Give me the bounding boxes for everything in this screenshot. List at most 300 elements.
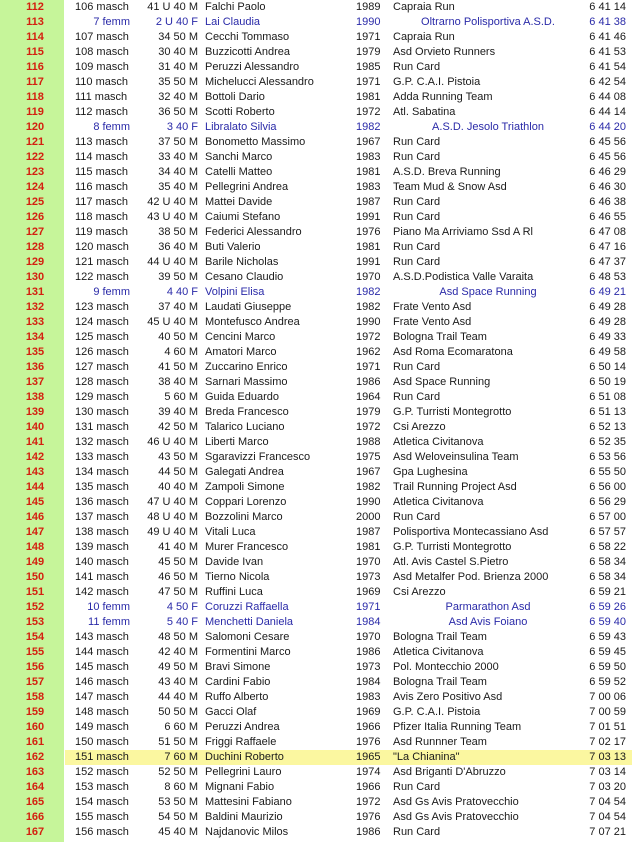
club-name: Run Card (393, 211, 441, 223)
category-position: 42 U 40 M (147, 196, 198, 208)
birth-year: 1982 (356, 121, 381, 133)
finish-time: 6 58 34 (589, 556, 626, 568)
athlete-name: Sanchi Marco (205, 151, 273, 163)
athlete-name: Coppari Lorenzo (205, 496, 287, 508)
table-row[interactable] (0, 675, 644, 690)
gender-position: 152 masch (75, 766, 129, 778)
table-row[interactable] (0, 300, 644, 315)
gender-position: 148 masch (75, 706, 129, 718)
finish-time: 6 59 45 (589, 646, 626, 658)
finish-time: 6 42 54 (589, 76, 626, 88)
club-name: A.S.D.Podistica Valle Varaita (393, 271, 534, 283)
gender-position: 142 masch (75, 586, 129, 598)
overall-position: 150 (25, 571, 45, 583)
category-position: 44 40 M (158, 691, 198, 703)
table-row[interactable] (0, 270, 644, 285)
birth-year: 1981 (356, 166, 381, 178)
category-position: 48 U 40 M (147, 511, 198, 523)
finish-time: 6 59 52 (589, 676, 626, 688)
category-position: 42 40 M (158, 646, 198, 658)
birth-year: 1970 (356, 631, 381, 643)
gender-position: 137 masch (75, 511, 129, 523)
club-name: Piano Ma Arriviamo Ssd A Rl (393, 226, 534, 238)
birth-year: 1981 (356, 241, 381, 253)
overall-position: 133 (25, 316, 45, 328)
gender-position: 118 masch (75, 211, 128, 223)
birth-year: 1979 (356, 406, 381, 418)
gender-position: 125 masch (75, 331, 129, 343)
table-row[interactable] (0, 780, 644, 795)
athlete-name: Laudati Giuseppe (205, 301, 292, 313)
category-position: 41 U 40 M (147, 1, 198, 13)
athlete-name: Bottoli Dario (205, 91, 265, 103)
club-name: Oltrarno Polisportiva A.S.D. (421, 16, 555, 28)
table-row[interactable] (0, 555, 644, 570)
overall-position: 114 (26, 31, 44, 43)
birth-year: 1971 (356, 601, 381, 613)
finish-time: 6 46 38 (589, 196, 626, 208)
category-position: 33 40 M (158, 151, 198, 163)
birth-year: 1967 (356, 136, 381, 148)
overall-position: 120 (25, 121, 45, 133)
club-name: Frate Vento Asd (393, 316, 472, 328)
athlete-name: Pellegrini Lauro (205, 766, 282, 778)
table-row[interactable] (0, 585, 644, 600)
table-row[interactable] (0, 165, 644, 180)
athlete-name: Galegati Andrea (205, 466, 284, 478)
athlete-name: Mattei Davide (205, 196, 273, 208)
birth-year: 1976 (356, 736, 381, 748)
overall-position: 162 (25, 751, 45, 763)
table-row[interactable] (0, 210, 644, 225)
athlete-name: Talarico Luciano (205, 421, 285, 433)
category-position: 37 50 M (158, 136, 198, 148)
overall-position: 134 (25, 331, 45, 343)
gender-position: 117 masch (75, 196, 128, 208)
overall-position: 147 (25, 526, 45, 538)
overall-position: 141 (25, 436, 45, 448)
athlete-name: Buzzicotti Andrea (205, 46, 290, 58)
overall-position: 124 (25, 181, 45, 193)
category-position: 31 40 M (158, 61, 198, 73)
club-name: Asd Avis Foiano (448, 616, 528, 628)
birth-year: 1966 (356, 781, 381, 793)
club-name: Bologna Trail Team (393, 331, 487, 343)
category-position: 52 50 M (158, 766, 198, 778)
table-row[interactable] (0, 405, 644, 420)
gender-position: 143 masch (75, 631, 129, 643)
category-position: 47 U 40 M (147, 496, 198, 508)
gender-position: 135 masch (75, 481, 129, 493)
athlete-name: Mignani Fabio (205, 781, 275, 793)
gender-position: 124 masch (75, 316, 129, 328)
category-position: 39 40 M (158, 406, 198, 418)
athlete-name: Montefusco Andrea (205, 316, 300, 328)
category-position: 49 U 40 M (147, 526, 198, 538)
club-name: Atl. Avis Castel S.Pietro (393, 556, 509, 568)
category-position: 42 50 M (158, 421, 198, 433)
finish-time: 7 03 20 (589, 781, 626, 793)
overall-position: 164 (25, 781, 45, 793)
category-position: 47 50 M (158, 586, 198, 598)
athlete-name: Najdanovic Milos (205, 826, 289, 838)
table-row[interactable] (0, 765, 644, 780)
birth-year: 1964 (356, 391, 381, 403)
gender-position: 151 masch (75, 751, 129, 763)
birth-year: 1976 (356, 226, 381, 238)
finish-time: 7 00 59 (589, 706, 626, 718)
athlete-name: Catelli Matteo (205, 166, 273, 178)
table-row[interactable] (0, 330, 644, 345)
birth-year: 1986 (356, 376, 381, 388)
club-name: Asd Runnner Team (393, 736, 487, 748)
club-name: Run Card (393, 151, 441, 163)
club-name: A.S.D. Jesolo Triathlon (432, 121, 544, 133)
gender-position: 156 masch (75, 826, 129, 838)
table-row[interactable] (0, 90, 644, 105)
table-row[interactable] (0, 420, 644, 435)
table-row[interactable] (0, 525, 644, 540)
gender-position: 144 masch (75, 646, 129, 658)
birth-year: 1972 (356, 331, 381, 343)
gender-position: 145 masch (75, 661, 129, 673)
club-name: Asd Gs Avis Pratovecchio (393, 796, 519, 808)
category-position: 40 40 M (158, 481, 198, 493)
category-position: 4 40 F (166, 286, 198, 298)
category-position: 3 40 F (166, 121, 198, 133)
gender-position: 131 masch (75, 421, 129, 433)
club-name: "La Chianina" (393, 751, 460, 763)
category-position: 38 40 M (158, 376, 198, 388)
gender-position: 132 masch (75, 436, 129, 448)
finish-time: 7 03 14 (589, 766, 626, 778)
table-row[interactable] (0, 465, 644, 480)
table-row[interactable] (0, 135, 644, 150)
table-row[interactable] (0, 435, 644, 450)
gender-position: 115 masch (75, 166, 128, 178)
finish-time: 6 51 13 (589, 406, 626, 418)
table-row[interactable] (0, 0, 644, 15)
table-row[interactable] (0, 45, 644, 60)
table-row[interactable] (0, 660, 644, 675)
birth-year: 1990 (356, 16, 381, 28)
overall-position: 135 (25, 346, 45, 358)
table-row[interactable] (0, 105, 644, 120)
table-row[interactable] (0, 540, 644, 555)
category-position: 7 60 M (164, 751, 198, 763)
finish-time: 6 52 35 (589, 436, 626, 448)
gender-position: 110 masch (75, 76, 128, 88)
birth-year: 1973 (356, 571, 381, 583)
table-row[interactable] (0, 390, 644, 405)
birth-year: 1974 (356, 766, 381, 778)
table-row[interactable] (0, 600, 644, 615)
gender-position: 121 masch (75, 256, 129, 268)
gender-position: 114 masch (75, 151, 128, 163)
birth-year: 1983 (356, 151, 381, 163)
birth-year: 1990 (356, 316, 381, 328)
overall-position: 129 (25, 256, 45, 268)
gender-position: 126 masch (75, 346, 129, 358)
overall-position: 117 (26, 76, 44, 88)
table-row[interactable] (0, 630, 644, 645)
club-name: Run Card (393, 61, 441, 73)
overall-position: 118 (26, 91, 44, 103)
category-position: 6 60 M (164, 721, 198, 733)
birth-year: 1982 (356, 481, 381, 493)
birth-year: 1971 (356, 31, 381, 43)
club-name: Run Card (393, 391, 441, 403)
category-position: 30 40 M (158, 46, 198, 58)
athlete-name: Cencini Marco (205, 331, 276, 343)
overall-position: 142 (25, 451, 45, 463)
overall-position: 149 (25, 556, 45, 568)
table-row[interactable] (0, 255, 644, 270)
category-position: 32 40 M (158, 91, 198, 103)
birth-year: 1989 (356, 1, 381, 13)
table-row[interactable] (0, 720, 644, 735)
table-row[interactable] (0, 495, 644, 510)
table-row[interactable] (0, 225, 644, 240)
table-row[interactable] (0, 75, 644, 90)
athlete-name: Murer Francesco (205, 541, 289, 553)
table-row[interactable] (0, 510, 644, 525)
table-row[interactable] (0, 315, 644, 330)
club-name: Frate Vento Asd (393, 301, 472, 313)
finish-time: 6 58 22 (589, 541, 626, 553)
finish-time: 6 56 00 (589, 481, 626, 493)
athlete-name: Cecchi Tommaso (205, 31, 290, 43)
finish-time: 6 45 56 (589, 151, 626, 163)
athlete-name: Gacci Olaf (205, 706, 257, 718)
table-row[interactable] (0, 795, 644, 810)
gender-position: 109 masch (75, 61, 129, 73)
table-row[interactable] (0, 60, 644, 75)
finish-time: 6 52 13 (589, 421, 626, 433)
overall-position: 161 (25, 736, 45, 748)
club-name: Avis Zero Positivo Asd (393, 691, 503, 703)
gender-position: 128 masch (75, 376, 129, 388)
birth-year: 1965 (356, 751, 381, 763)
overall-position: 148 (25, 541, 45, 553)
birth-year: 1991 (356, 211, 381, 223)
club-name: Run Card (393, 241, 441, 253)
finish-time: 6 51 08 (589, 391, 626, 403)
gender-position: 136 masch (75, 496, 129, 508)
gender-position: 111 masch (75, 91, 128, 103)
overall-position: 165 (25, 796, 45, 808)
gender-position: 122 masch (75, 271, 129, 283)
gender-position: 106 masch (75, 1, 129, 13)
club-name: Run Card (393, 256, 441, 268)
birth-year: 1985 (356, 61, 381, 73)
table-row[interactable] (0, 375, 644, 390)
finish-time: 6 41 54 (589, 61, 626, 73)
finish-time: 6 41 46 (589, 31, 626, 43)
table-row[interactable] (0, 735, 644, 750)
gender-position: 123 masch (75, 301, 129, 313)
athlete-name: Salomoni Cesare (205, 631, 290, 643)
athlete-name: Pellegrini Andrea (205, 181, 289, 193)
gender-position: 108 masch (75, 46, 129, 58)
athlete-name: Libralato Silvia (205, 121, 277, 133)
athlete-name: Guida Eduardo (205, 391, 279, 403)
finish-time: 6 59 43 (589, 631, 626, 643)
finish-time: 6 53 56 (589, 451, 626, 463)
overall-position: 143 (25, 466, 45, 478)
club-name: Trail Running Project Asd (393, 481, 517, 493)
table-row[interactable] (0, 480, 644, 495)
birth-year: 1987 (356, 526, 381, 538)
athlete-name: Federici Alessandro (205, 226, 302, 238)
finish-time: 6 59 40 (589, 616, 626, 628)
club-name: Pol. Montecchio 2000 (393, 661, 499, 673)
athlete-name: Sarnari Massimo (205, 376, 288, 388)
finish-time: 6 58 34 (589, 571, 626, 583)
table-row[interactable] (0, 705, 644, 720)
overall-position: 136 (25, 361, 45, 373)
table-row[interactable] (0, 30, 644, 45)
finish-time: 6 41 38 (589, 16, 626, 28)
category-position: 43 50 M (158, 451, 198, 463)
finish-time: 7 00 06 (589, 691, 626, 703)
birth-year: 1982 (356, 286, 381, 298)
athlete-name: Scotti Roberto (205, 106, 275, 118)
overall-position: 146 (25, 511, 45, 523)
athlete-name: Ruffo Alberto (205, 691, 269, 703)
category-position: 44 50 M (158, 466, 198, 478)
gender-position: 107 masch (75, 31, 129, 43)
finish-time: 7 03 13 (589, 751, 626, 763)
table-row[interactable] (0, 120, 644, 135)
athlete-name: Barile Nicholas (205, 256, 279, 268)
athlete-name: Volpini Elisa (205, 286, 265, 298)
table-row[interactable] (0, 285, 644, 300)
club-name: Atletica Civitanova (393, 646, 484, 658)
finish-time: 6 44 20 (589, 121, 626, 133)
table-row[interactable] (0, 240, 644, 255)
table-row[interactable] (0, 570, 644, 585)
gender-position: 139 masch (75, 541, 129, 553)
birth-year: 1988 (356, 436, 381, 448)
overall-position: 145 (25, 496, 45, 508)
club-name: Capraia Run (393, 1, 455, 13)
overall-position: 157 (25, 676, 45, 688)
birth-year: 1973 (356, 661, 381, 673)
table-row[interactable] (0, 360, 644, 375)
club-name: Pfizer Italia Running Team (393, 721, 522, 733)
category-position: 41 40 M (158, 541, 198, 553)
finish-time: 6 47 37 (589, 256, 626, 268)
table-row[interactable] (0, 180, 644, 195)
athlete-name: Bravi Simone (205, 661, 271, 673)
overall-position: 144 (25, 481, 45, 493)
club-name: Run Card (393, 361, 441, 373)
table-row[interactable] (0, 810, 644, 825)
club-name: Asd Gs Avis Pratovecchio (393, 811, 519, 823)
table-row[interactable] (0, 645, 644, 660)
club-name: Gpa Lughesina (393, 466, 468, 478)
category-position: 5 60 M (164, 391, 198, 403)
overall-position: 113 (26, 16, 44, 28)
gender-position: 140 masch (75, 556, 129, 568)
overall-position: 160 (25, 721, 45, 733)
birth-year: 1970 (356, 556, 381, 568)
birth-year: 1969 (356, 586, 381, 598)
gender-position: 116 masch (75, 181, 128, 193)
athlete-name: Michelucci Alessandro (205, 76, 314, 88)
overall-position: 126 (25, 211, 45, 223)
table-row[interactable] (0, 15, 644, 30)
club-name: Team Mud & Snow Asd (393, 181, 507, 193)
category-position: 34 40 M (158, 166, 198, 178)
category-position: 36 40 M (158, 241, 198, 253)
finish-time: 7 04 54 (589, 811, 626, 823)
gender-position: 146 masch (75, 676, 129, 688)
athlete-name: Zuccarino Enrico (205, 361, 288, 373)
athlete-name: Amatori Marco (205, 346, 277, 358)
overall-position: 166 (25, 811, 45, 823)
athlete-name: Breda Francesco (205, 406, 289, 418)
category-position: 45 50 M (158, 556, 198, 568)
table-row[interactable] (0, 345, 644, 360)
overall-position: 112 (26, 1, 44, 13)
club-name: Asd Roma Ecomaratona (393, 346, 513, 358)
club-name: Capraia Run (393, 31, 455, 43)
overall-position: 122 (25, 151, 45, 163)
birth-year: 1962 (356, 346, 381, 358)
finish-time: 6 57 57 (589, 526, 626, 538)
finish-time: 6 48 53 (589, 271, 626, 283)
overall-position: 156 (25, 661, 45, 673)
overall-position: 125 (25, 196, 45, 208)
table-row[interactable] (0, 450, 644, 465)
table-row[interactable] (0, 690, 644, 705)
finish-time: 7 01 51 (589, 721, 626, 733)
gender-position: 7 femm (93, 16, 130, 28)
athlete-name: Sgaravizzi Francesco (205, 451, 311, 463)
finish-time: 6 49 58 (589, 346, 626, 358)
athlete-name: Zampoli Simone (205, 481, 285, 493)
birth-year: 1967 (356, 466, 381, 478)
athlete-name: Friggi Raffaele (205, 736, 277, 748)
table-row[interactable] (0, 825, 644, 840)
table-row[interactable] (0, 615, 644, 630)
gender-position: 134 masch (75, 466, 129, 478)
table-row[interactable] (0, 150, 644, 165)
overall-position: 123 (25, 166, 45, 178)
athlete-name: Liberti Marco (205, 436, 269, 448)
category-position: 35 50 M (158, 76, 198, 88)
table-row[interactable] (0, 195, 644, 210)
athlete-name: Bozzolini Marco (205, 511, 283, 523)
category-position: 49 50 M (158, 661, 198, 673)
birth-year: 1976 (356, 811, 381, 823)
finish-time: 6 47 16 (589, 241, 626, 253)
overall-position: 151 (25, 586, 45, 598)
gender-position: 11 femm (88, 616, 130, 628)
birth-year: 1971 (356, 361, 381, 373)
overall-position: 163 (25, 766, 45, 778)
club-name: Bologna Trail Team (393, 631, 487, 643)
overall-position: 139 (25, 406, 45, 418)
table-row-highlighted[interactable] (0, 750, 644, 765)
category-position: 35 40 M (158, 181, 198, 193)
category-position: 45 40 M (158, 826, 198, 838)
athlete-name: Cardini Fabio (205, 676, 271, 688)
finish-time: 6 56 29 (589, 496, 626, 508)
gender-position: 127 masch (75, 361, 129, 373)
